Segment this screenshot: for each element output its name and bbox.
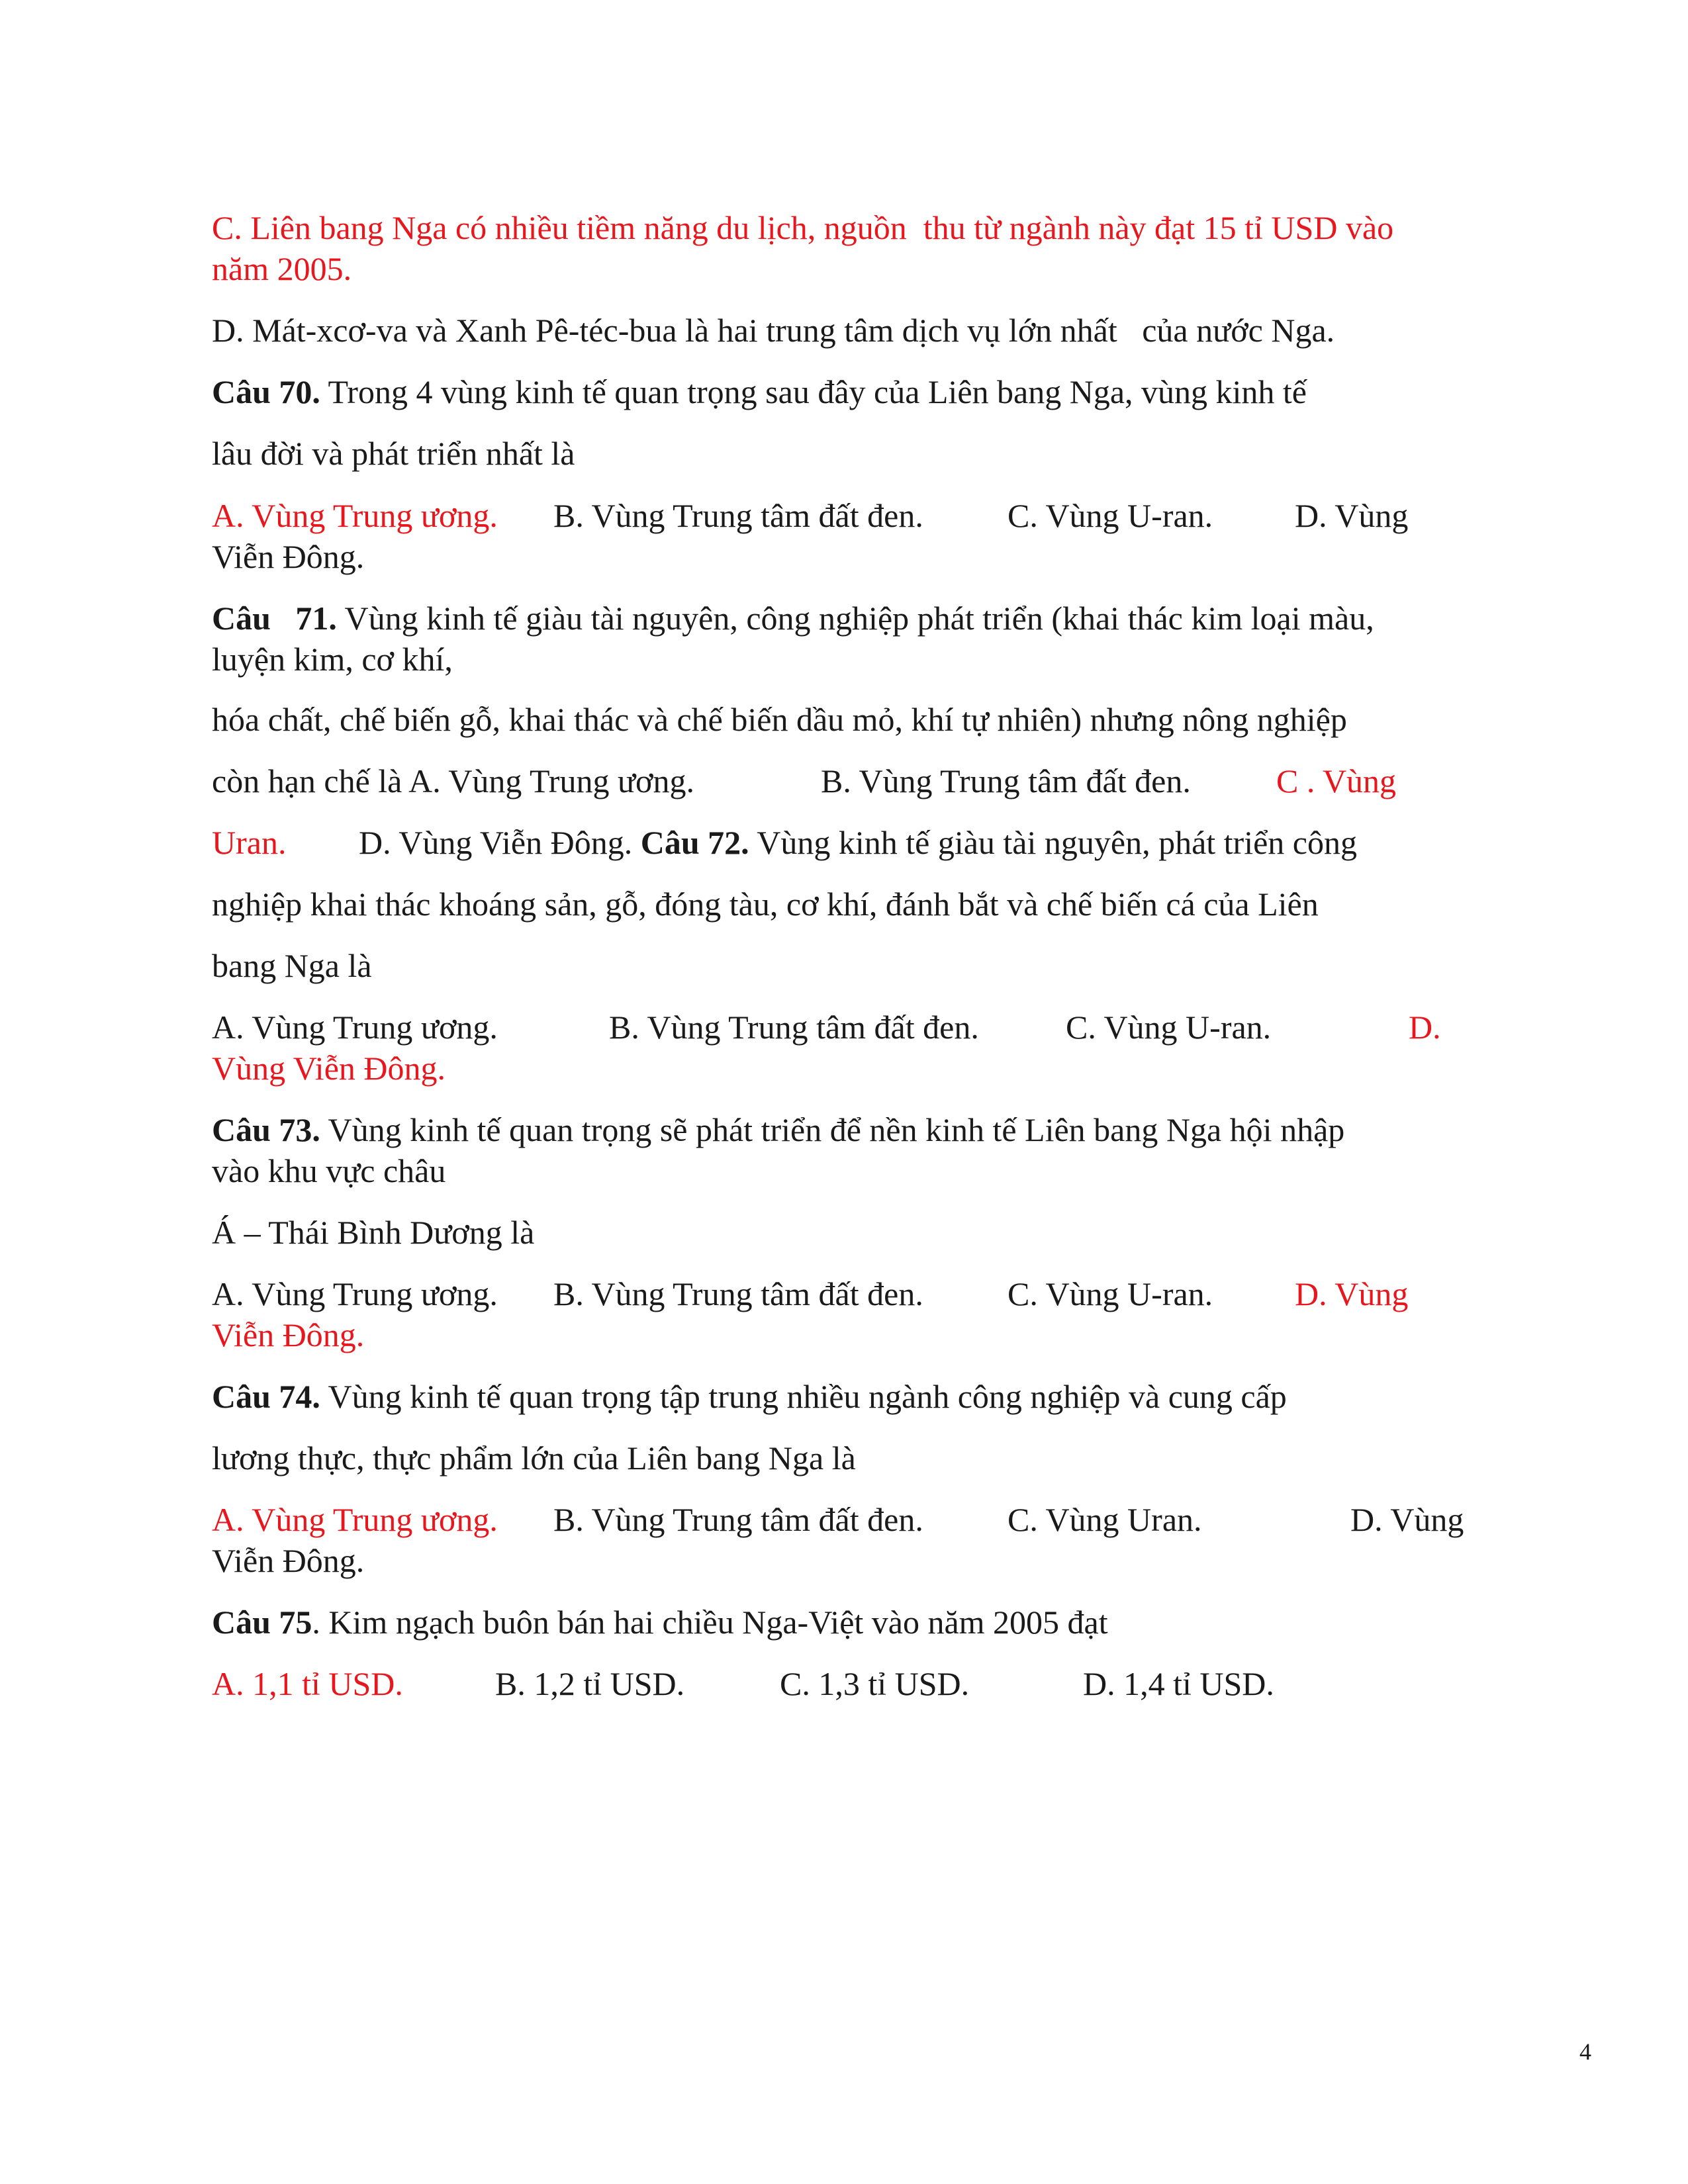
question-72-cont-2: bang Nga là: [212, 947, 372, 984]
question-73-cont-2: Á – Thái Bình Dương là: [212, 1214, 535, 1251]
page-number: 4: [1579, 2038, 1591, 2065]
q75-option-c: C. 1,3 tỉ USD.: [780, 1665, 970, 1702]
question-71-label: Câu 71.: [212, 600, 337, 637]
q75-option-d: D. 1,4 tỉ USD.: [1083, 1665, 1274, 1702]
q71-option-b: B. Vùng Trung tâm đất đen.: [821, 762, 1191, 799]
q73-option-d-cont: Viễn Đông.: [212, 1316, 365, 1353]
question-74: [212, 1376, 1287, 1417]
q70-option-a: A. Vùng Trung ương.: [212, 497, 498, 534]
q70-option-c: C. Vùng U-ran.: [1008, 497, 1213, 534]
question-74-text: Vùng kinh tế quan trọng tập trung nhiều ngành công nghiệp và cung cấp: [320, 1378, 1287, 1415]
question-74-label: Câu 74.: [212, 1378, 320, 1415]
question-70: [212, 371, 1307, 412]
question-70-label: Câu 70.: [212, 373, 320, 410]
question-73-text: Vùng kinh tế quan trọng sẽ phát triển để nền kinh tế Liên bang Nga hội nhập: [320, 1111, 1345, 1148]
question-71-cont-1: luyện kim, cơ khí,: [212, 641, 453, 678]
question-70-cont: lâu đời và phát triển nhất là: [212, 435, 575, 472]
question-72-cont-1: nghiệp khai thác khoáng sản, gỗ, đóng tàu, cơ khí, đánh bắt và chế biến cá của Liên: [212, 886, 1319, 923]
q70-option-b: B. Vùng Trung tâm đất đen.: [553, 497, 923, 534]
q72-option-d: D.: [1409, 1009, 1441, 1046]
q71-option-d-and-question-72: [359, 822, 1357, 863]
q74-option-a: A. Vùng Trung ương.: [212, 1501, 498, 1538]
q71-option-c-cont: Uran.: [212, 824, 287, 861]
q71-option-c: C . Vùng: [1276, 762, 1397, 799]
q72-option-c: C. Vùng U-ran.: [1066, 1009, 1272, 1046]
question-73: [212, 1109, 1344, 1150]
question-71-cont-3: còn hạn chế là A. Vùng Trung ương.: [212, 762, 694, 799]
question-73-label: Câu 73.: [212, 1111, 320, 1148]
q74-option-d: D. Vùng: [1350, 1501, 1464, 1538]
q74-option-d-cont: Viễn Đông.: [212, 1542, 365, 1579]
q73-option-b: B. Vùng Trung tâm đất đen.: [553, 1275, 923, 1312]
question-74-cont: lương thực, thực phẩm lớn của Liên bang Nga là: [212, 1439, 856, 1477]
question-71-cont-2: hóa chất, chế biến gỗ, khai thác và chế biến dầu mỏ, khí tự nhiên) nhưng nông nghiệp: [212, 701, 1347, 738]
question-75-label: Câu 75: [212, 1604, 312, 1641]
q73-option-a: A. Vùng Trung ương.: [212, 1275, 498, 1312]
question-72-label: Câu 72.: [640, 824, 749, 861]
q72-option-b: B. Vùng Trung tâm đất đen.: [609, 1009, 979, 1046]
q73-option-c: C. Vùng U-ran.: [1008, 1275, 1213, 1312]
q75-option-a: A. 1,1 tỉ USD.: [212, 1665, 403, 1702]
question-70-text: Trong 4 vùng kinh tế quan trọng sau đây của Liên bang Nga, vùng kinh tế: [320, 373, 1307, 410]
answer-c-q69-cont: năm 2005.: [212, 250, 352, 287]
answer-c-q69: C. Liên bang Nga có nhiều tiềm năng du lịch, nguồn thu từ ngành này đạt 15 tỉ USD vào: [212, 209, 1394, 246]
q74-option-b: B. Vùng Trung tâm đất đen.: [553, 1501, 923, 1538]
question-75: [212, 1602, 1108, 1643]
question-72-text: Vùng kinh tế giàu tài nguyên, phát triển công: [749, 824, 1357, 861]
answer-d-q69: D. Mát-xcơ-va và Xanh Pê-téc-bua là hai trung tâm dịch vụ lớn nhất của nước Nga.: [212, 312, 1335, 349]
question-75-text: . Kim ngạch buôn bán hai chiều Nga-Việt vào năm 2005 đạt: [312, 1604, 1108, 1641]
q73-option-d: D. Vùng: [1295, 1275, 1409, 1312]
question-71: [212, 598, 1374, 639]
question-73-cont-1: vào khu vực châu: [212, 1152, 446, 1189]
question-71-text: Vùng kinh tế giàu tài nguyên, công nghiệp phát triển (khai thác kim loại màu,: [336, 600, 1374, 637]
q72-option-d-cont: Vùng Viễn Đông.: [212, 1050, 446, 1087]
q71-option-d: D. Vùng Viễn Đông.: [359, 824, 633, 861]
q70-option-d: D. Vùng: [1295, 497, 1409, 534]
q72-option-a: A. Vùng Trung ương.: [212, 1009, 498, 1046]
q75-option-b: B. 1,2 tỉ USD.: [495, 1665, 685, 1702]
q74-option-c: C. Vùng Uran.: [1008, 1501, 1202, 1538]
q70-option-d-cont: Viễn Đông.: [212, 538, 365, 575]
